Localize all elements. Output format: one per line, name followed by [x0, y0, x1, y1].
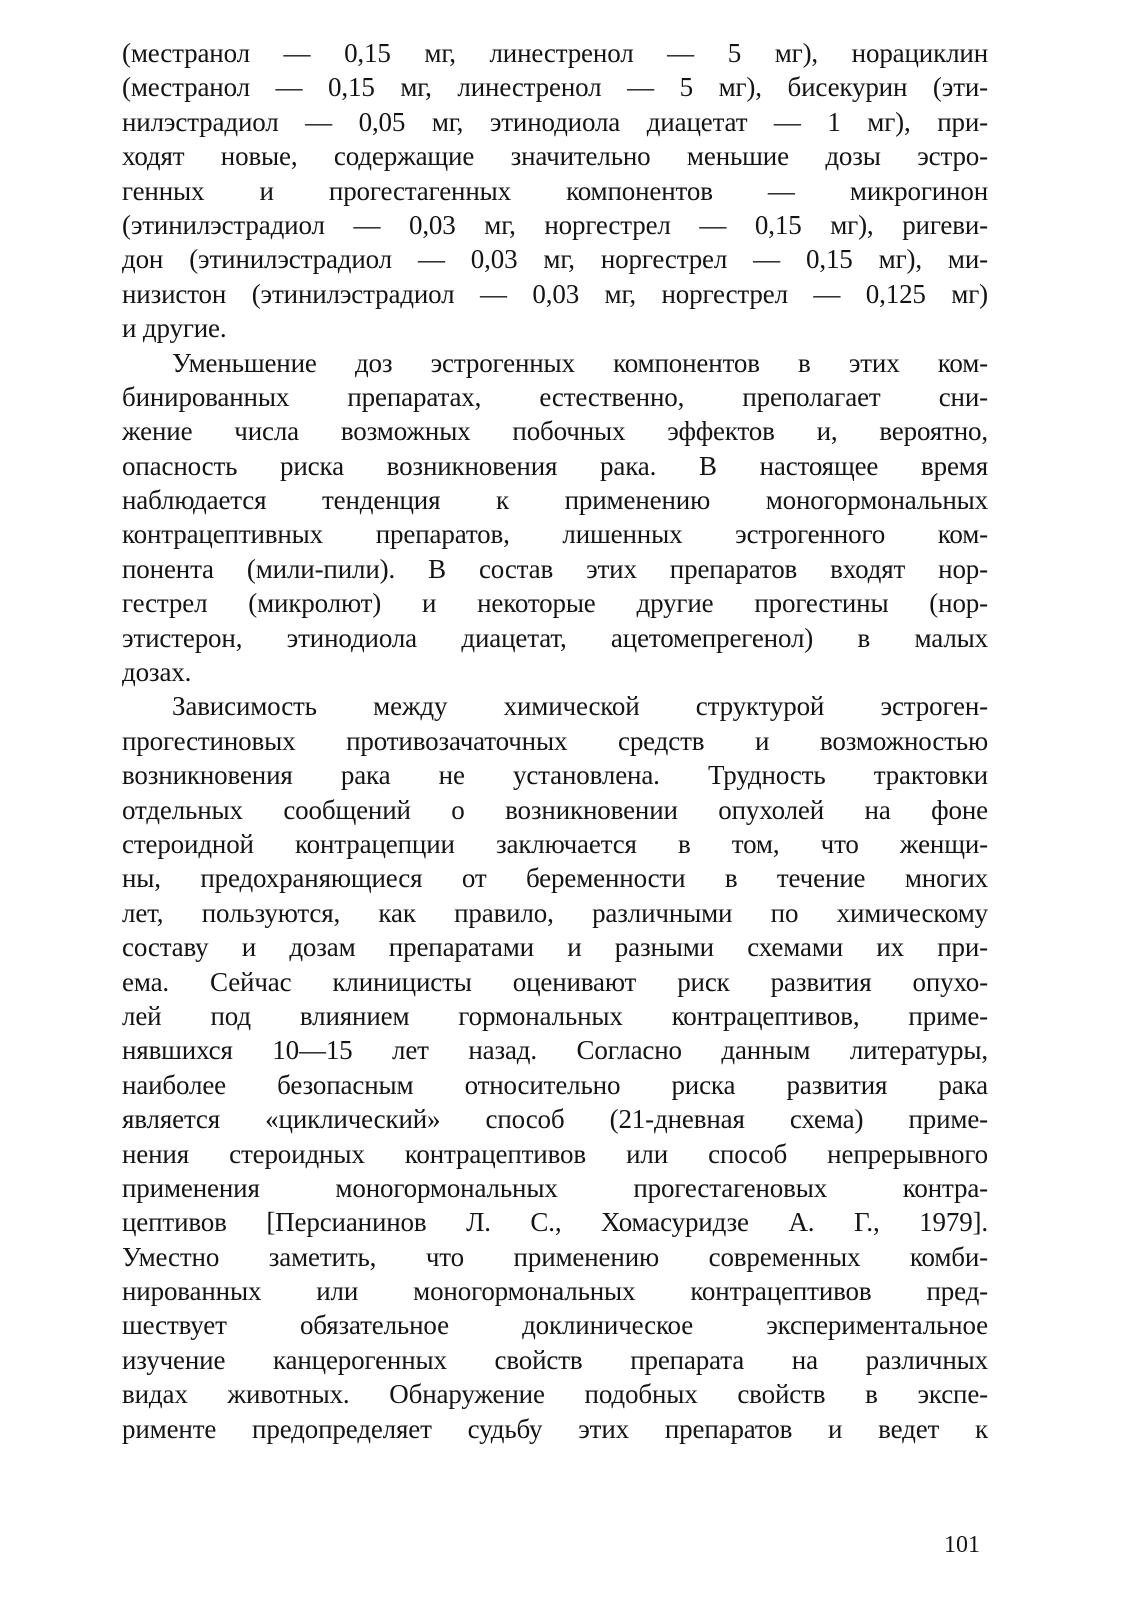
text-line: возникновения рака не установлена. Трудность трактовки [122, 760, 988, 791]
text-line: Уместно заметить, что применению современных комби- [122, 1241, 988, 1272]
text-line: дозах. [122, 657, 192, 688]
text-line: нилэстрадиол — 0,05 мг, этинодиола диацетат — 1 мг), при- [122, 106, 988, 137]
text-line: (этинилэстрадиол — 0,03 мг, норгестрел — 0,15 мг), ригеви- [122, 209, 988, 240]
text-line: контрацептивных препаратов, лишенных эстрогенного ком- [122, 519, 988, 550]
text-line: лет, пользуются, как правило, различными по химическому [122, 897, 988, 928]
text-line: генных и прогестагенных компонентов — микрогинон [122, 175, 988, 206]
text-line: и другие. [122, 313, 227, 344]
text-line: опасность риска возникновения рака. В настоящее время [122, 450, 988, 481]
text-line: ны, предохраняющиеся от беременности в течение многих [122, 863, 988, 894]
text-line: шествует обязательное доклиническое экспериментальное [122, 1310, 988, 1341]
page-number: 101 [944, 1532, 980, 1558]
text-line: гестрел (микролют) и некоторые другие прогестины (нор- [122, 588, 988, 619]
text-line: отдельных сообщений о возникновении опухолей на фоне [122, 794, 988, 825]
text-line: рименте предопределяет судьбу этих препаратов и ведет к [122, 1413, 988, 1444]
text-line: этистерон, этинодиола диацетат, ацетомепрегенол) в малых [122, 622, 988, 653]
text-line: наблюдается тенденция к применению моногормональных [122, 485, 988, 516]
text-line: прогестиновых противозачаточных средств и возможностью [122, 725, 988, 756]
text-line: нявшихся 10—15 лет назад. Согласно данным литературы, [122, 1035, 988, 1066]
text-line: низистон (этинилэстрадиол — 0,03 мг, норгестрел — 0,125 мг) [122, 278, 988, 309]
text-line: дон (этинилэстрадиол — 0,03 мг, норгестрел — 0,15 мг), ми- [122, 244, 988, 275]
text-line: нированных или моногормональных контрацептивов пред- [122, 1276, 988, 1307]
text-line: бинированных препаратах, естественно, преполагает сни- [122, 381, 988, 412]
text-line: ема. Сейчас клиницисты оценивают риск развития опухо- [122, 966, 988, 997]
text-line: (местранол — 0,15 мг, линестренол — 5 мг), бисекурин (эти- [122, 72, 988, 103]
text-line: ходят новые, содержащие значительно меньшие дозы эстро- [122, 141, 988, 172]
text-line: изучение канцерогенных свойств препарата на различных [122, 1344, 988, 1375]
text-line: наиболее безопасным относительно риска развития рака [122, 1069, 988, 1100]
text-line: (местранол — 0,15 мг, линестренол — 5 мг), норациклин [122, 38, 988, 68]
paragraph-first-line: Зависимость между химической структурой эстроген- [172, 691, 988, 722]
text-line: жение числа возможных побочных эффектов и, вероятно, [122, 416, 988, 447]
paragraph-first-line: Уменьшение доз эстрогенных компонентов в этих ком- [172, 347, 988, 378]
text-line: является «циклический» способ (21-дневная схема) приме- [122, 1104, 988, 1135]
text-line: составу и дозам препаратами и разными схемами их при- [122, 932, 988, 963]
text-line: цептивов [Персианинов Л. С., Хомасуридзе А. Г., 1979]. [122, 1207, 988, 1238]
page-body [122, 36, 988, 1446]
text-line: понента (мили-пили). В состав этих препаратов входят нор- [122, 553, 988, 584]
text-line: видах животных. Обнаружение подобных свойств в экспе- [122, 1379, 988, 1410]
text-line: лей под влиянием гормональных контрацептивов, приме- [122, 1000, 988, 1031]
text-line: применения моногормональных прогестагеновых контра- [122, 1172, 988, 1203]
text-line: нения стероидных контрацептивов или способ непрерывного [122, 1138, 988, 1169]
text-line: стероидной контрацепции заключается в том, что женщи- [122, 828, 988, 859]
